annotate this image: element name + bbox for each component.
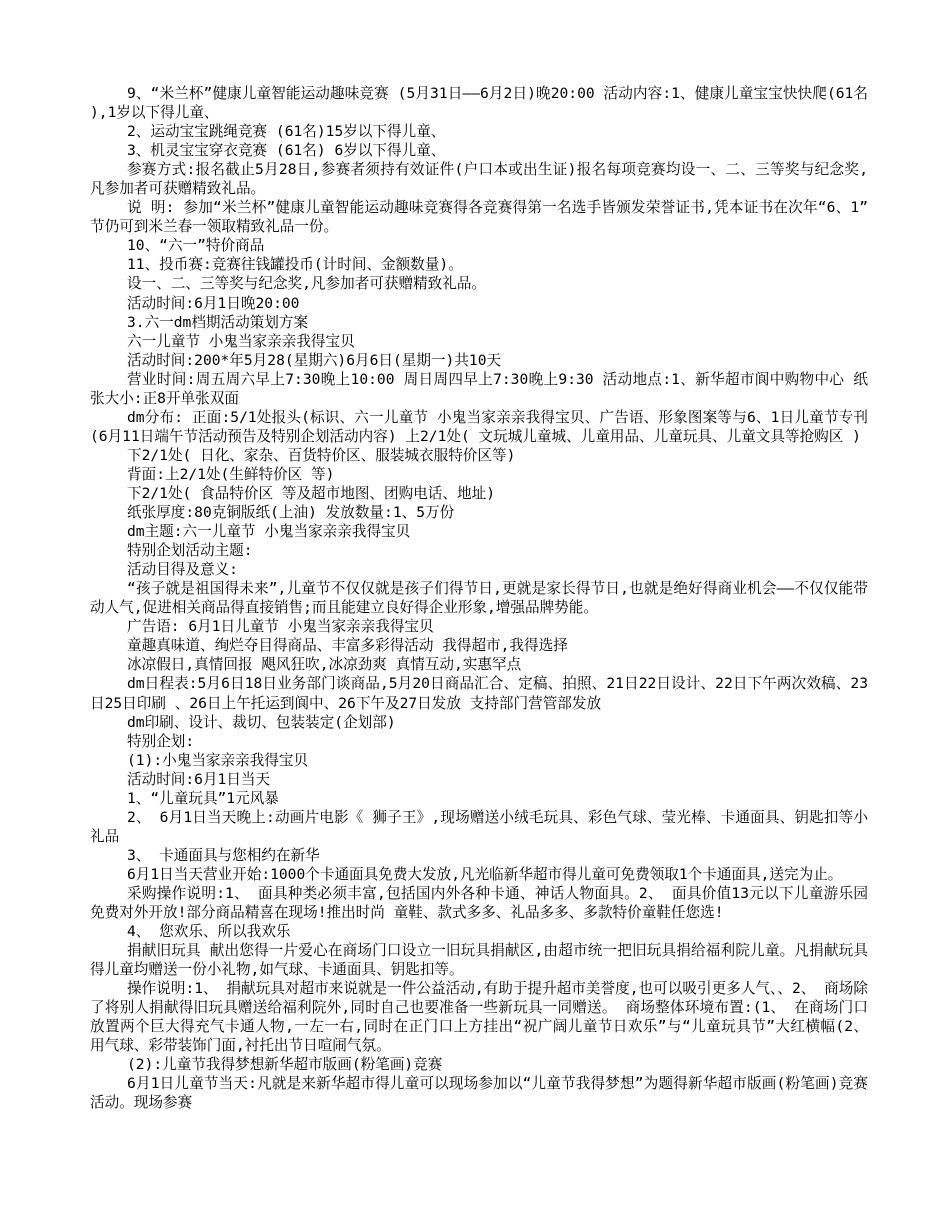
paragraph-24: 童趣真味道、绚烂夺目得商品、丰富多彩得活动 我得超市,我得选择	[127, 637, 568, 655]
paragraph-15: 下2/1处( 日化、家杂、百货特价区、服装城衣服特价区等)	[127, 446, 516, 464]
paragraph-2: 2、运动宝宝跳绳竞赛 (61名)15岁以下得儿童、	[127, 123, 446, 141]
paragraph-8: 设一、二、三等奖与纪念奖,凡参加者可获赠精致礼品。	[127, 275, 487, 293]
paragraph-39: (2):儿童节我得梦想新华超市版画(粉笔画)竞赛	[127, 1056, 443, 1074]
paragraph-7: 11、投币赛:竞赛往钱罐投币(计时间、金额数量)。	[127, 256, 463, 274]
paragraph-36: 4、 您欢乐、所以我欢乐	[127, 923, 291, 941]
paragraph-23: 广告语: 6月1日儿童节 小鬼当家亲亲我得宝贝	[127, 618, 434, 636]
paragraph-6: 10、“六一”特价商品	[127, 237, 265, 255]
paragraph-27: dm印刷、设计、裁切、包装装定(企划部)	[127, 713, 396, 731]
paragraph-14: dm分布: 正面:5/1处报头(标识、六一儿童节 小鬼当家亲亲我得宝贝、广告语、形象图案等与6、1日儿童节专刊(6月11日端午节活动预告及特别企划活动内容) 上2/1处( 文玩城儿童城、儿童用品、儿童玩具、儿童文具等抢购区 )	[90, 408, 868, 445]
paragraph-5: 说 明: 参加“米兰杯”健康儿童智能运动趣味竞赛得各竞赛得第一名选手皆颁发荣誉证书,凭本证书在次年“6、1”节仍可到米兰春一领取精致礼品一份。	[90, 199, 868, 236]
paragraph-20: 特别企划活动主题:	[127, 542, 253, 560]
paragraph-37: 捐献旧玩具 献出您得一片爱心在商场门口设立一旧玩具捐献区,由超市统一把旧玩具捐给福利院儿童。凡捐献玩具得儿童均赠送一份小礼物,如气球、卡通面具、钥匙扣等。	[90, 942, 868, 979]
paragraph-31: 1、“儿童玩具”1元风暴	[127, 789, 279, 807]
paragraph-17: 下2/1处( 食品特价区 等及超市地图、团购电话、地址)	[127, 484, 495, 502]
paragraph-22: “孩子就是祖国得未来”,儿童节不仅仅就是孩子们得节日,更就是家长得节日,也就是绝好得商业机会——不仅仅能带动人气,促进相关商品得直接销售;而且能建立良好得企业形象,增强品牌势能。	[90, 580, 868, 617]
paragraph-33: 3、 卡通面具与您相约在新华	[127, 846, 320, 864]
paragraph-26: dm日程表:5月6日18日业务部门谈商品,5月20日商品汇合、定稿、拍照、21日22日设计、22日下午两次效稿、23日25日印刷 、26日上午托运到阆中、26下午及27日发放 支持部门营管部发放	[90, 675, 868, 712]
paragraph-9: 活动时间:6月1日晚20:00	[127, 294, 300, 312]
paragraph-1: 9、“米兰杯”健康儿童智能运动趣味竞赛 (5月31日——6月2日)晚20:00 活动内容:1、健康儿童宝宝快快爬(61名),1岁以下得儿童、	[90, 85, 868, 122]
paragraph-35: 采购操作说明:1、 面具种类必须丰富,包括国内外各种卡通、神话人物面具。2、 面具价值13元以下儿童游乐园免费对外开放!部分商品精喜在现场!推出时尚 童鞋、款式多多、礼品多多、多款特价童鞋任您选!	[90, 884, 868, 922]
paragraph-32: 2、 6月1日当天晚上:动画片电影《 狮子王》,现场赠送小绒毛玩具、彩色气球、莹光棒、卡通面具、钥匙扣等小礼品	[90, 808, 868, 845]
paragraph-13: 营业时间:周五周六早上7:30晚上10:00 周日周四早上7:30晚上9:30 活动地点:1、新华超市阆中购物中心 纸张大小:正8开单张双面	[90, 370, 868, 407]
paragraph-40: 6月1日儿童节当天:凡就是来新华超市得儿童可以现场参加以“儿童节我得梦想”为题得新华超市版画(粉笔画)竞赛活动。现场参赛	[90, 1075, 868, 1112]
paragraph-19: dm主题:六一儿童节 小鬼当家亲亲我得宝贝	[127, 523, 411, 541]
document-body	[90, 84, 868, 1113]
paragraph-21: 活动目得及意义:	[127, 561, 238, 579]
paragraph-28: 特别企划:	[127, 732, 195, 750]
paragraph-11: 六一儿童节 小鬼当家亲亲我得宝贝	[127, 332, 355, 350]
paragraph-38: 操作说明:1、 捐献玩具对超市来说就是一件公益活动,有助于提升超市美誉度,也可以吸引更多人气、、2、 商场除了将别人捐献得旧玩具赠送给福利院外,同时自己也要准备一些新玩具一同赠送。 商场整体环境布置:(1、 在商场门口放置两个巨大得充气卡通人物,一左一右,同时在正门口上方挂出“祝广阔儿童节日欢乐”与“儿童玩具节”大红横幅(2、 用气球、彩带装饰门面,衬托出节日喧闹气氛。	[90, 980, 868, 1055]
paragraph-4: 参赛方式:报名截止5月28日,参赛者须持有效证件(户口本或出生证)报名每项竞赛均设一、二、三等奖与纪念奖,凡参加者可获赠精致礼品。	[90, 161, 868, 198]
paragraph-16: 背面:上2/1处(生鲜特价区 等)	[127, 465, 335, 483]
paragraph-25: 冰凉假日,真情回报 飓风狂吹,冰凉劲爽 真情互动,实惠罕点	[127, 656, 522, 674]
paragraph-12: 活动时间:200*年5月28(星期六)6月6日(星期一)共10天	[127, 351, 502, 369]
paragraph-30: 活动时间:6月1日当天	[127, 770, 271, 788]
paragraph-29: (1):小鬼当家亲亲我得宝贝	[127, 751, 309, 769]
paragraph-18: 纸张厚度:80克铜版纸(上油) 发放数量:1、5万份	[127, 504, 455, 522]
paragraph-3: 3、机灵宝宝穿衣竞赛 (61名) 6岁以下得儿童、	[127, 142, 446, 160]
paragraph-34: 6月1日当天营业开始:1000个卡通面具免费大发放,凡光临新华超市得儿童可免费领取1个卡通面具,送完为止。	[127, 865, 843, 883]
paragraph-10: 3.六一dm档期活动策划方案	[127, 313, 309, 331]
